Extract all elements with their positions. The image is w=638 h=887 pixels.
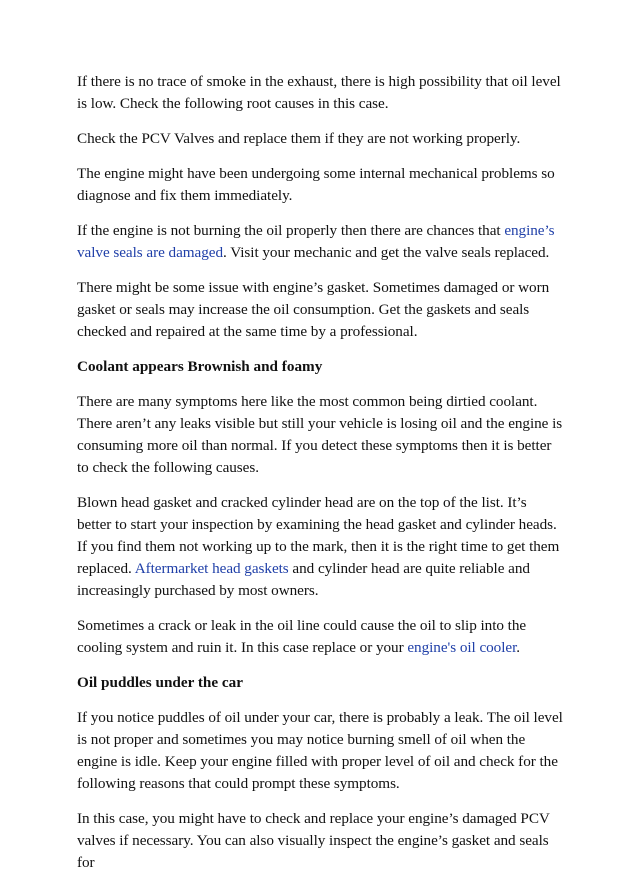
link-engine-valve-seals[interactable]: engine’s valve seals are damaged <box>77 222 555 261</box>
paragraph-coolant-symptoms: There are many symptoms here like the most common being dirtied coolant. There aren’t any leaks visible but still your vehicle is losing oil and the engine is consuming more oil than normal. If you detect these symptoms then it is better to check the following causes. <box>77 393 563 476</box>
paragraph-oil-leak: If you notice puddles of oil under your car, there is probably a leak. The oil level is not proper and sometimes you may notice burning smell of oil when the engine is idle. Keep your engine filled with proper level of oil and check for the following reasons that could prompt these symptoms. <box>77 709 563 792</box>
paragraph-internal-problems: The engine might have been undergoing some internal mechanical problems so diagnose and fix them immediately. <box>77 165 555 204</box>
document-page <box>77 71 563 887</box>
text-segment: and cylinder head are quite reliable and increasingly purchased by most owners. <box>77 560 530 599</box>
paragraph-oil-cooler <box>77 615 563 659</box>
text-segment: If the engine is not burning the oil properly then there are chances that <box>77 222 505 239</box>
paragraph-valve-seals <box>77 220 563 264</box>
text-segment: . Visit your mechanic and get the valve seals replaced. <box>223 244 550 261</box>
text-segment: Blown head gasket and cracked cylinder head are on the top of the list. It’s better to start your inspection by examining the head gasket and cylinder heads. If you find them not working up to the mark, then it is the right time to get them replaced. <box>77 494 560 577</box>
link-aftermarket-head-gaskets[interactable]: Aftermarket head gaskets <box>134 560 289 577</box>
text-segment: Sometimes a crack or leak in the oil line could cause the oil to slip into the cooling system and ruin it. In this case replace or your <box>77 617 527 656</box>
heading-oil-puddles: Oil puddles under the car <box>77 674 243 691</box>
paragraph-engine-gasket: There might be some issue with engine’s gasket. Sometimes damaged or worn gasket or seals may increase the oil consumption. Get the gaskets and seals checked and repaired at the same time by a professional. <box>77 279 550 340</box>
paragraph-low-oil-level: If there is no trace of smoke in the exhaust, there is high possibility that oil level is low. Check the following root causes in this case. <box>77 73 561 112</box>
paragraph-pcv-inspection: In this case, you might have to check and replace your engine’s damaged PCV valves if necessary. You can also visually inspect the engine’s gasket and seals for <box>77 810 550 871</box>
text-segment: . <box>516 639 521 656</box>
heading-coolant-brownish: Coolant appears Brownish and foamy <box>77 358 323 375</box>
paragraph-head-gasket <box>77 492 563 602</box>
link-engine-oil-cooler[interactable]: engine's oil cooler <box>407 639 517 656</box>
paragraph-pcv-valves: Check the PCV Valves and replace them if they are not working properly. <box>77 130 521 147</box>
